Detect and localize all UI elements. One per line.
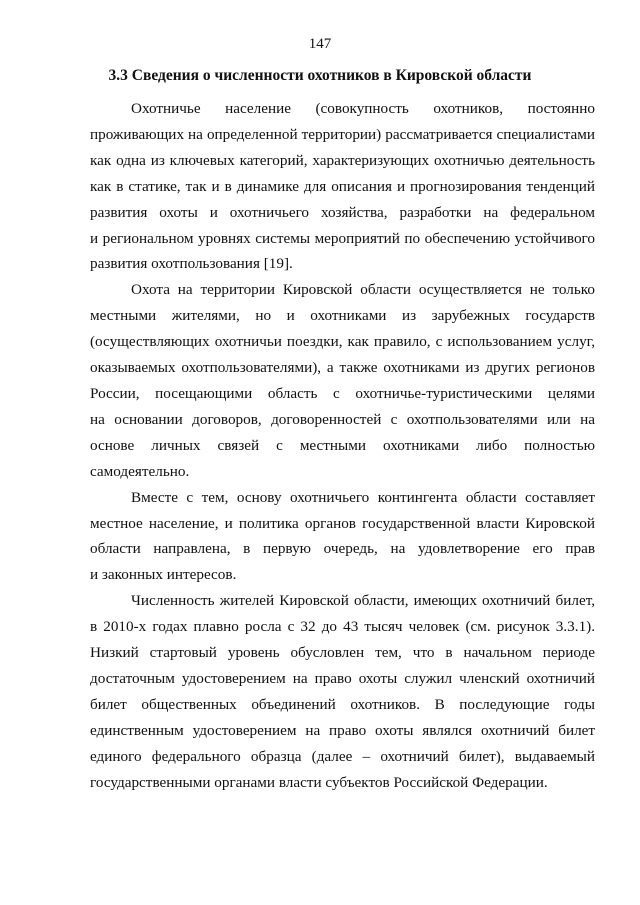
text-line: в 2010-х годах плавно росла с 32 до 43 тысяч человек (см. рисунок 3.3.1). [90, 618, 596, 636]
paragraph-4 [90, 588, 595, 795]
text-line: государственными органами власти субъектов Российской Федерации. [90, 773, 548, 791]
text-line: достаточным удостоверением на право охоты служил членский охотничий [90, 669, 595, 687]
text-line: единственным удостоверением на право охоты являлся охотничий билет [90, 721, 596, 739]
text-line: Численность жителей Кировской области, имеющих охотничий билет, [131, 592, 596, 610]
text-line: как одна из ключевых категорий, характеризующих охотничью деятельность [90, 151, 595, 169]
section-heading: 3.3 Сведения о численности охотников в Кировской области [108, 67, 532, 84]
text-line: развития охоты и охотничьего хозяйства, разработки на федеральном [90, 203, 596, 221]
text-line: и региональном уровнях системы мероприятий по обеспечению устойчивого [90, 229, 595, 247]
text-line: и законных интересов. [90, 566, 237, 584]
text-line: области направлена, в первую очередь, на удовлетворение его прав [90, 540, 595, 558]
page-number: 147 [308, 36, 332, 52]
paragraph-1 [90, 96, 595, 277]
text-line: местное население, и политика органов государственной власти Кировской [90, 514, 595, 532]
text-line: Вместе с тем, основу охотничьего контингента области составляет [131, 488, 595, 506]
text-line: билет общественных объединений охотников. В последующие годы [90, 695, 595, 713]
text-line: развития охотпользования [19]. [90, 255, 293, 273]
text-line: России, посещающими область с охотничье-туристическими целями [90, 384, 595, 402]
text-line: Низкий стартовый уровень обусловлен тем, что в начальном периоде [90, 644, 596, 662]
text-line: как в статике, так и в динамике для описания и прогнозирования тенденций [90, 177, 596, 195]
text-line: оказываемых охотпользователями), а также охотниками из других регионов [90, 359, 596, 377]
text-line: основе личных связей с местными охотниками либо полностью [90, 436, 596, 454]
paragraph-3 [90, 485, 595, 589]
text-line: проживающих на определенной территории) рассматривается специалистами [90, 125, 595, 143]
text-line: самодеятельно. [90, 462, 190, 480]
text-line: местными жителями, но и охотниками из зарубежных государств [90, 307, 595, 325]
text-line: единого федерального образца (далее – охотничий билет), выдаваемый [90, 747, 596, 765]
text-line: Охота на территории Кировской области осуществляется не только [131, 281, 595, 299]
text-line: (осуществляющих охотничьи поездки, как правило, с использованием услуг, [90, 333, 595, 351]
text-line: на основании договоров, договоренностей с охотпользователями или на [90, 410, 596, 428]
paragraph-2 [90, 277, 595, 484]
body-text [90, 96, 595, 795]
text-line: Охотничье население (совокупность охотников, постоянно [131, 100, 595, 117]
